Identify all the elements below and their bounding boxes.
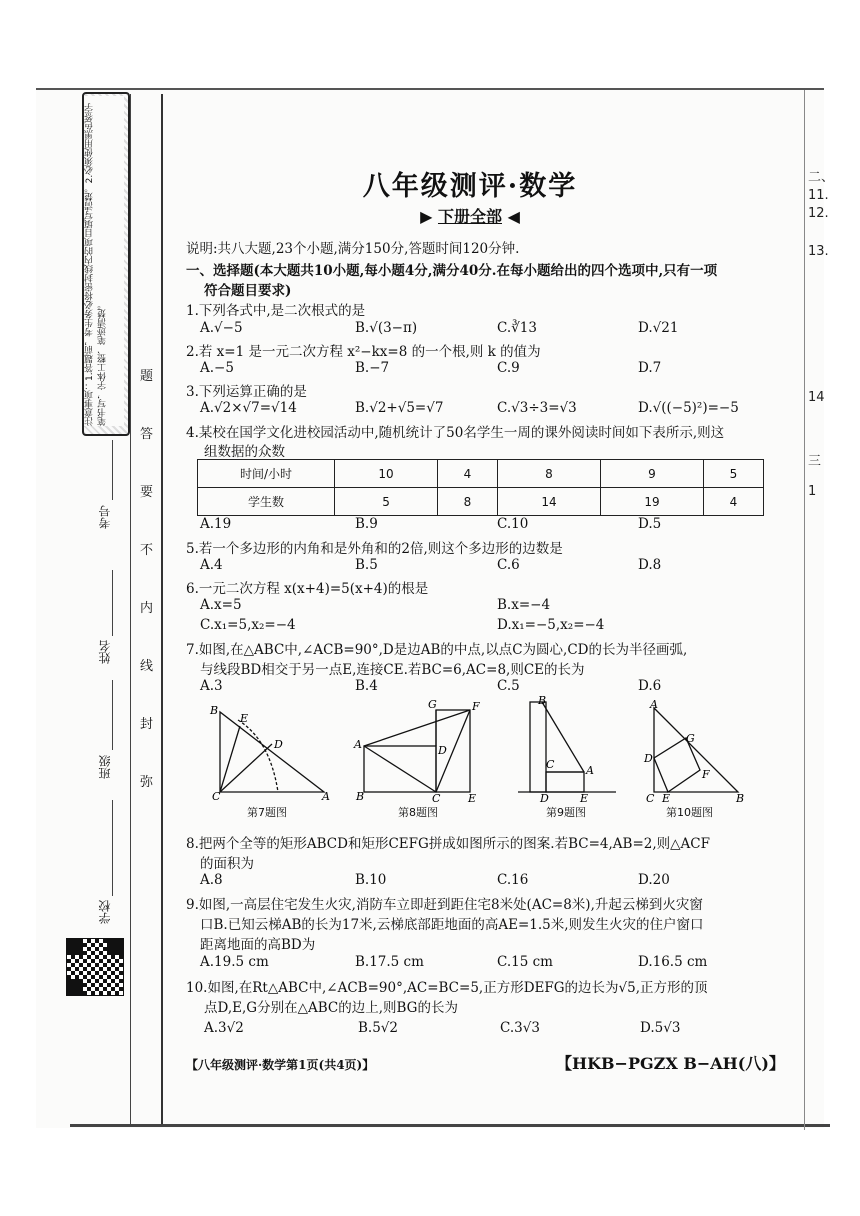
table-header: 学生数 — [198, 488, 335, 516]
option: B.5 — [355, 557, 378, 573]
table-cell: 8 — [438, 488, 498, 516]
svg-text:A: A — [650, 700, 658, 711]
svg-text:E: E — [580, 792, 589, 802]
option: B.√(3−π) — [355, 320, 418, 336]
seal-char: 封 — [140, 717, 154, 732]
question-stem: 8.把两个全等的矩形ABCD和矩形CEFG拼成如图所示的图案.若BC=4,AB=2,则△ACF — [186, 836, 710, 852]
next-page-fragment: 1 — [808, 484, 817, 499]
figure-caption: 第10题图 — [666, 806, 713, 819]
footer-code: 【HKB−PGZX B−AH(八)】 — [556, 1054, 785, 1073]
option: B.5√2 — [358, 1020, 398, 1036]
exam-scope-label: 下册全部 — [437, 207, 502, 226]
exam-scope — [0, 204, 860, 227]
school-line — [112, 800, 113, 896]
seal-char: 要 — [140, 485, 154, 500]
option: B.−7 — [355, 360, 390, 376]
instructions: 说明:共八大题,23个小题,满分150分,答题时间120分钟. — [186, 241, 520, 257]
bottom-border — [70, 1124, 830, 1127]
option: C.9 — [497, 360, 520, 376]
next-page-fragment: 13. — [808, 244, 829, 259]
option: C.3√3 — [500, 1020, 540, 1036]
option: C.15 cm — [497, 954, 553, 970]
question-stem-cont: 的面积为 — [200, 856, 254, 872]
notice-text: 注意事项：1.答题前，考生务必将密封线内的项目填写清楚。2.必须使用黑色签字笔书写，字体工整、笔迹清楚。 — [84, 96, 124, 426]
seal-char: 线 — [140, 659, 154, 674]
option: A.19.5 cm — [200, 954, 269, 970]
figure-caption: 第7题图 — [247, 806, 287, 819]
question-stem: 7.如图,在△ABC中,∠ACB=90°,D是边AB的中点,以点C为圆心,CD的长为半径画弧, — [186, 642, 688, 658]
question-stem: 5.若一个多边形的内角和是外角和的2倍,则这个多边形的边数是 — [186, 541, 563, 557]
svg-text:B: B — [736, 792, 745, 804]
option: A.√−5 — [200, 320, 243, 336]
figure-caption: 第8题图 — [398, 806, 438, 819]
option: A.4 — [200, 557, 223, 573]
table-cell: 5 — [335, 488, 438, 516]
table-cell: 4 — [438, 460, 498, 488]
question-stem: 3.下列运算正确的是 — [186, 384, 307, 400]
figure-8 — [352, 700, 492, 804]
question-stem-cont: 与线段BD相交于另一点E,连接CE.若BC=6,AC=8,则CE的长为 — [200, 662, 585, 678]
table-header: 时间/小时 — [198, 460, 335, 488]
option: A.19 — [200, 516, 232, 532]
seal-char: 题 — [140, 369, 154, 384]
triangle-left-icon: ◀ — [507, 207, 520, 226]
option: D.5√3 — [640, 1020, 681, 1036]
table-cell: 9 — [600, 460, 703, 488]
table-cell: 10 — [335, 460, 438, 488]
figure-caption: 第9题图 — [546, 806, 586, 819]
figure-7 — [200, 700, 340, 804]
seal-char: 内 — [140, 601, 154, 616]
svg-text:D: D — [644, 752, 653, 765]
question-stem: 1.下列各式中,是二次根式的是 — [186, 303, 366, 319]
option: D.7 — [638, 360, 662, 376]
next-page-fragment: 11. — [808, 188, 829, 203]
option: C.x₁=5,x₂=−4 — [200, 617, 296, 633]
option: C.√3÷3=√3 — [497, 400, 577, 416]
option: A.√2×√7=√14 — [200, 400, 297, 416]
svg-text:B: B — [356, 790, 365, 803]
page-edge-line — [804, 90, 805, 1130]
option: A.x=5 — [200, 597, 242, 613]
section1-heading: 一、选择题(本大题共10小题,每小题4分,满分40分.在每小题给出的四个选项中,只有一项 — [186, 263, 718, 279]
svg-text:C: C — [546, 758, 555, 771]
table-cell: 4 — [704, 488, 764, 516]
name-label: 姓名 — [98, 640, 112, 664]
option: D.x₁=−5,x₂=−4 — [497, 617, 605, 633]
question-stem: 4.某校在国学文化进校园活动中,随机统计了50名学生一周的课外阅读时间如下表所示,则这 — [186, 425, 725, 441]
next-page-fragment: 二、 — [808, 170, 835, 185]
name-line — [112, 570, 113, 636]
qr-code-icon — [66, 938, 124, 996]
svg-text:G: G — [428, 700, 437, 711]
option: A.−5 — [200, 360, 234, 376]
option: C.6 — [497, 557, 520, 573]
option: B.17.5 cm — [355, 954, 424, 970]
class-label: 班级 — [98, 755, 112, 779]
table-row — [198, 488, 764, 516]
top-border — [36, 88, 824, 90]
next-page-fragment: 14 — [808, 390, 825, 405]
option: C.∛13 — [497, 320, 537, 336]
binding-line-thick — [161, 94, 163, 1124]
question-stem: 2.若 x=1 是一元二次方程 x²−kx=8 的一个根,则 k 的值为 — [186, 344, 541, 360]
question-stem: 10.如图,在Rt△ABC中,∠ACB=90°,AC=BC=5,正方形DEFG的边长为√5,正方形的顶 — [186, 980, 708, 996]
option: A.3√2 — [204, 1020, 244, 1036]
seal-char: 答 — [140, 427, 154, 442]
svg-text:F: F — [472, 700, 480, 713]
svg-text:C: C — [646, 792, 655, 804]
table-cell: 5 — [704, 460, 764, 488]
question-stem: 9.如图,一高层住宅发生火灾,消防车立即赶到距住宅8米处(AC=8米),升起云梯到火灾窗 — [186, 897, 703, 913]
section1-heading-cont: 符合题目要求) — [204, 283, 292, 299]
footer-page-info: 【八年级测评·数学第1页(共4页)】 — [186, 1058, 375, 1072]
svg-text:E: E — [662, 792, 671, 804]
school-label: 学校 — [98, 900, 112, 924]
option: B.10 — [355, 872, 387, 888]
question-stem-cont: 口B.已知云梯AB的长为17米,云梯底部距地面的高AE=1.5米,则发生火灾的住户窗口 — [200, 917, 704, 933]
seal-char: 弥 — [140, 775, 154, 790]
figure-10 — [640, 700, 750, 804]
option: B.√2+√5=√7 — [355, 400, 444, 416]
svg-text:C: C — [432, 792, 441, 804]
svg-text:D: D — [438, 744, 447, 757]
option: D.√((−5)²)=−5 — [638, 400, 739, 416]
svg-text:E: E — [240, 712, 249, 725]
svg-text:F: F — [702, 768, 710, 781]
option: A.3 — [200, 678, 223, 694]
table-cell: 14 — [497, 488, 600, 516]
option: D.20 — [638, 872, 670, 888]
exam-no-label: 考号 — [98, 505, 112, 529]
figure-9 — [512, 696, 622, 802]
option: B.x=−4 — [497, 597, 551, 613]
seal-char: 不 — [140, 543, 154, 558]
class-line — [112, 680, 113, 750]
option: C.5 — [497, 678, 520, 694]
svg-text:A: A — [354, 738, 362, 751]
option: C.10 — [497, 516, 529, 532]
triangle-right-icon: ▶ — [420, 207, 433, 226]
svg-text:D: D — [274, 738, 283, 751]
svg-text:D: D — [540, 792, 549, 802]
option: B.9 — [355, 516, 378, 532]
binding-line — [130, 94, 131, 1124]
option: D.16.5 cm — [638, 954, 708, 970]
question-stem-cont: 距离地面的高BD为 — [200, 937, 316, 953]
exam-title: 八年级测评·数学 — [362, 171, 578, 202]
svg-text:G: G — [686, 732, 695, 745]
svg-text:B: B — [210, 704, 219, 717]
option: A.8 — [200, 872, 223, 888]
table-cell: 8 — [497, 460, 600, 488]
question-stem-cont: 组数据的众数 — [204, 444, 285, 460]
reading-time-table — [197, 459, 764, 516]
option: D.6 — [638, 678, 662, 694]
svg-text:E: E — [468, 792, 477, 804]
svg-text:A: A — [586, 764, 594, 777]
option: D.5 — [638, 516, 662, 532]
question-stem-cont: 点D,E,G分别在△ABC的边上,则BG的长为 — [204, 1000, 458, 1016]
option: D.√21 — [638, 320, 679, 336]
table-row — [198, 460, 764, 488]
svg-text:A: A — [322, 790, 330, 803]
svg-text:C: C — [212, 790, 221, 803]
option: D.8 — [638, 557, 662, 573]
next-page-fragment: 12. — [808, 206, 829, 221]
option: B.4 — [355, 678, 378, 694]
next-page-fragment: 三 — [808, 454, 822, 469]
table-cell: 19 — [600, 488, 703, 516]
svg-text:B: B — [538, 696, 547, 707]
exam-no-line — [112, 440, 113, 500]
option: C.16 — [497, 872, 529, 888]
question-stem: 6.一元二次方程 x(x+4)=5(x+4)的根是 — [186, 581, 429, 597]
